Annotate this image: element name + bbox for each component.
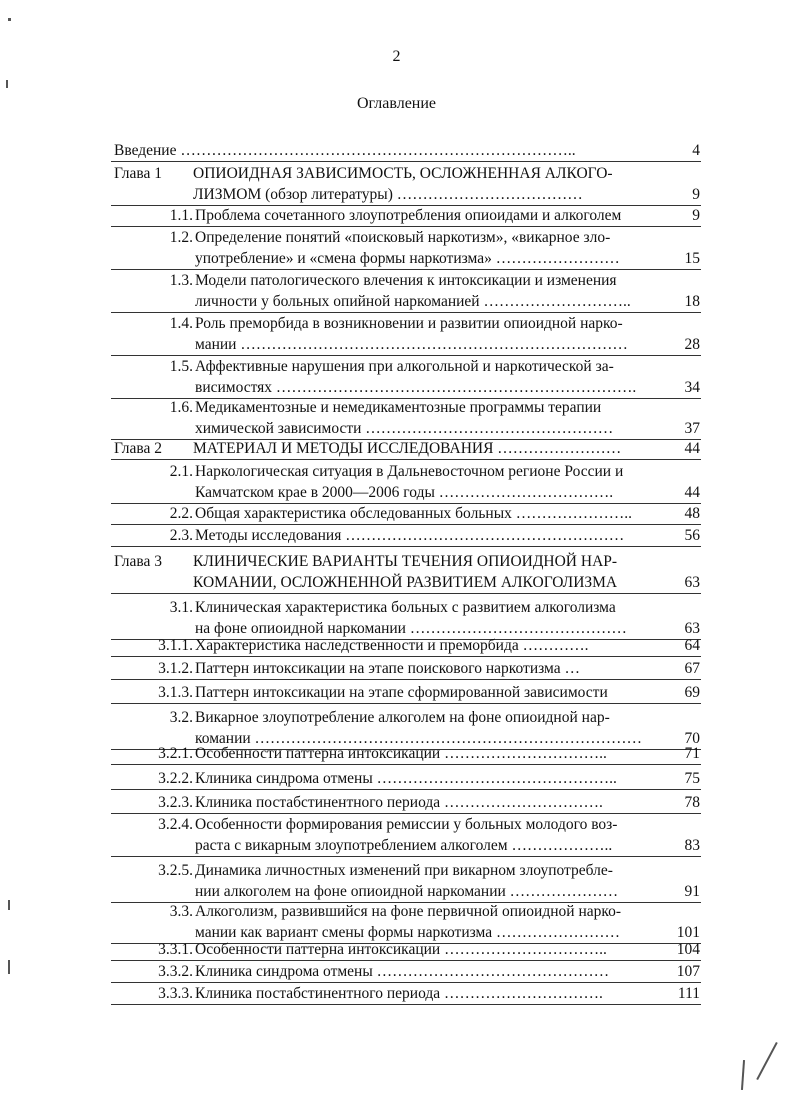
toc-number: 2.3.: [169, 527, 193, 544]
toc-number: 1.5.: [169, 358, 193, 375]
toc-title-line: на фоне опиоидной наркомании ……………………………………: [195, 620, 627, 637]
toc-title-line: Паттерн интоксикации на этапе сформированной зависимости: [195, 684, 608, 701]
toc-page-number: 78: [684, 794, 700, 811]
toc-number: 2.1.: [169, 463, 193, 480]
row-divider: [111, 1004, 701, 1005]
toc-title-line: химической зависимости …………………………………………: [195, 420, 614, 437]
toc-page-number: 44: [684, 484, 700, 501]
page-title: Оглавление: [356, 95, 437, 112]
toc-title-line: Наркологическая ситуация в Дальневосточном регионе России и: [195, 463, 624, 480]
toc-page-number: 91: [684, 883, 700, 900]
toc-title-line: Клиника синдрома отмены ………………………………………..: [195, 770, 617, 787]
toc-title-line: Определение понятий «поисковый наркотизм», «викарное зло-: [195, 229, 611, 246]
toc-title-line: Модели патологического влечения к интоксикации и изменения: [195, 272, 617, 289]
toc-entry[interactable]: [0, 961, 793, 982]
toc-entry[interactable]: [0, 227, 793, 269]
toc-entry[interactable]: [0, 597, 793, 639]
toc-title-line: Проблема сочетанного злоупотребления опиоидами и алкоголем: [195, 207, 622, 224]
toc-entry[interactable]: [0, 397, 793, 439]
toc-title-line: МАТЕРИАЛ И МЕТОДЫ ИССЛЕДОВАНИЯ ……………………: [193, 440, 622, 457]
toc-page-number: 75: [684, 770, 700, 787]
toc-page-number: 64: [684, 637, 700, 654]
toc-number: 3.2.: [169, 709, 193, 726]
toc-page-number: 9: [692, 186, 700, 203]
toc-page-number: 83: [684, 837, 700, 854]
toc-page-number: 48: [684, 505, 700, 522]
row-divider: [111, 459, 701, 460]
toc-chapter[interactable]: [0, 163, 793, 205]
toc-number: 3.2.4.: [158, 816, 193, 833]
toc-chapter[interactable]: [0, 551, 793, 593]
toc-page-number: 37: [684, 420, 700, 437]
toc-title-line: нии алкоголем на фоне опиоидной наркомании …………………: [195, 883, 619, 900]
toc-title-line: раста с викарным злоупотреблением алкоголем ………………..: [195, 837, 613, 854]
toc-title-line: Характеристика наследственности и преморбида ………….: [195, 637, 589, 654]
toc-title-line: Методы исследования ………………………………………………: [195, 527, 625, 544]
toc-page-number: 28: [684, 336, 700, 353]
toc-entry[interactable]: [0, 525, 793, 546]
toc-title-line: употребление» и «смена формы наркотизма» ……………………: [195, 250, 620, 267]
toc-entry[interactable]: [0, 682, 793, 703]
row-divider: [111, 856, 701, 857]
toc-page-number: 56: [684, 527, 700, 544]
scan-speck: [8, 960, 10, 974]
scan-speck: [8, 900, 10, 910]
toc-number: 3.1.2.: [158, 660, 193, 677]
toc-number: Глава 3: [114, 553, 163, 570]
toc-title-line: комании …………………………………………………………………: [195, 730, 643, 747]
toc-entry[interactable]: [0, 792, 793, 813]
toc-page-number: 15: [684, 250, 700, 267]
toc-title-line: Аффективные нарушения при алкогольной и наркотической за-: [195, 358, 614, 375]
toc-title-line: Клиника постабстинентного периода ………………………….: [195, 794, 603, 811]
toc-page-number: 67: [684, 660, 700, 677]
row-divider: [111, 679, 701, 680]
toc-title-line: Клиническая характеристика больных с развитием алкоголизма: [195, 599, 616, 616]
scan-speck: [756, 1042, 777, 1080]
toc-title-line: ЛИЗМОМ (обзор литературы) ………………………………: [193, 186, 583, 203]
toc-title-line: личности у больных опийной наркоманией ………………………..: [195, 293, 631, 310]
toc-entry[interactable]: [0, 860, 793, 902]
toc-title-line: Общая характеристика обследованных больных …………………..: [195, 505, 632, 522]
toc-number: 3.3.2.: [158, 963, 193, 980]
toc-number: 1.1.: [169, 207, 193, 224]
toc-title-line: Клиника постабстинентного периода ………………………….: [195, 985, 603, 1002]
toc-number: 3.3.1.: [158, 941, 193, 958]
toc-entry[interactable]: [0, 270, 793, 312]
toc-title-line: Особенности паттерна интоксикации …………………………..: [195, 941, 607, 958]
scan-speck: [8, 18, 11, 21]
toc-title-line: Введение …………………………………………………………………..: [114, 142, 576, 159]
toc-title-line: Викарное злоупотребление алкоголем на фоне опиоидной нар-: [195, 709, 610, 726]
toc-page-number: 69: [684, 684, 700, 701]
toc-title-line: Роль преморбида в возникновении и развитии опиоидной нарко-: [195, 315, 623, 332]
toc-title-line: мании как вариант смены формы наркотизма ……………………: [195, 924, 620, 941]
toc-number: 3.2.2.: [158, 770, 193, 787]
toc-page-number: 63: [684, 574, 700, 591]
toc-title-line: мании …………………………………………………………………: [195, 336, 628, 353]
toc-page-number: 111: [677, 985, 700, 1002]
toc-title-line: КОМАНИИ, ОСЛОЖНЕННОЙ РАЗВИТИЕМ АЛКОГОЛИЗМА: [193, 574, 618, 591]
toc-title-line: Клиника синдрома отмены ………………………………………: [195, 963, 610, 980]
toc-page-number: 70: [684, 730, 700, 747]
toc-number: 3.1.3.: [158, 684, 193, 701]
toc-number: 3.2.5.: [158, 862, 193, 879]
toc-title-line: висимостях …………………………………………………………….: [195, 379, 637, 396]
toc-entry[interactable]: [0, 768, 793, 789]
toc-title-line: Алкоголизм, развившийся на фоне первичной опиоидной нарко-: [195, 903, 622, 920]
toc-chapter[interactable]: [0, 438, 793, 459]
toc-page-number: 4: [692, 142, 700, 159]
toc-entry[interactable]: [0, 205, 793, 226]
toc-entry[interactable]: [0, 983, 793, 1004]
toc-number: 3.1.1.: [158, 637, 193, 654]
toc-number: 3.3.: [169, 903, 193, 920]
toc-title-line: КЛИНИЧЕСКИЕ ВАРИАНТЫ ТЕЧЕНИЯ ОПИОИДНОЙ НАР-: [193, 553, 618, 570]
toc-number: 1.2.: [169, 229, 193, 246]
toc-title-line: Камчатском крае в 2000—2006 годы …………………………….: [195, 484, 614, 501]
toc-title-line: Особенности формирования ремиссии у больных молодого воз-: [195, 816, 618, 833]
toc-entry[interactable]: [0, 814, 793, 856]
row-divider: [111, 789, 701, 790]
toc-page-number: 101: [676, 924, 700, 941]
toc-number: 1.4.: [169, 315, 193, 332]
toc-number: 3.2.3.: [158, 794, 193, 811]
row-divider: [111, 703, 701, 704]
row-divider: [111, 656, 701, 657]
row-divider: [111, 161, 701, 162]
toc-entry[interactable]: [0, 461, 793, 503]
toc-entry[interactable]: [0, 313, 793, 355]
toc-entry[interactable]: [0, 901, 793, 943]
toc-number: 1.6.: [169, 399, 193, 416]
toc-number: 3.1.: [169, 599, 193, 616]
row-divider: [111, 764, 701, 765]
toc-page-number: 71: [684, 745, 700, 762]
toc-number: 3.2.1.: [158, 745, 193, 762]
page-number: 2: [392, 48, 401, 65]
toc-number: 1.3.: [169, 272, 193, 289]
toc-number: Глава 2: [114, 440, 163, 457]
toc-entry[interactable]: [0, 635, 793, 656]
toc-page-number: 44: [684, 440, 700, 457]
toc-number: Глава 1: [114, 165, 163, 182]
toc-entry[interactable]: [0, 140, 793, 161]
toc-title-line: Особенности паттерна интоксикации …………………………..: [195, 745, 607, 762]
toc-entry[interactable]: [0, 658, 793, 679]
toc-page-number: 107: [676, 963, 700, 980]
toc-title-line: Динамика личностных изменений при викарном злоупотребле-: [195, 862, 613, 879]
toc-title-line: Медикаментозные и немедикаментозные программы терапии: [195, 399, 602, 416]
toc-entry[interactable]: [0, 743, 793, 764]
toc-number: 3.3.3.: [158, 985, 193, 1002]
toc-page-number: 34: [684, 379, 700, 396]
toc-title-line: ОПИОИДНАЯ ЗАВИСИМОСТЬ, ОСЛОЖНЕННАЯ АЛКОГО-: [193, 165, 613, 182]
scan-speck: [741, 1060, 745, 1090]
toc-number: 2.2.: [169, 505, 193, 522]
toc-entry[interactable]: [0, 356, 793, 398]
toc-page-number: 18: [684, 293, 700, 310]
toc-page-number: 63: [684, 620, 700, 637]
row-divider: [111, 593, 701, 594]
scan-speck: [6, 80, 8, 88]
row-divider: [111, 546, 701, 547]
toc-entry[interactable]: [0, 939, 793, 960]
toc-page-number: 104: [676, 941, 700, 958]
toc-title-line: Паттерн интоксикации на этапе поискового наркотизма …: [195, 660, 580, 677]
toc-entry[interactable]: [0, 503, 793, 524]
toc-page-number: 9: [692, 207, 700, 224]
